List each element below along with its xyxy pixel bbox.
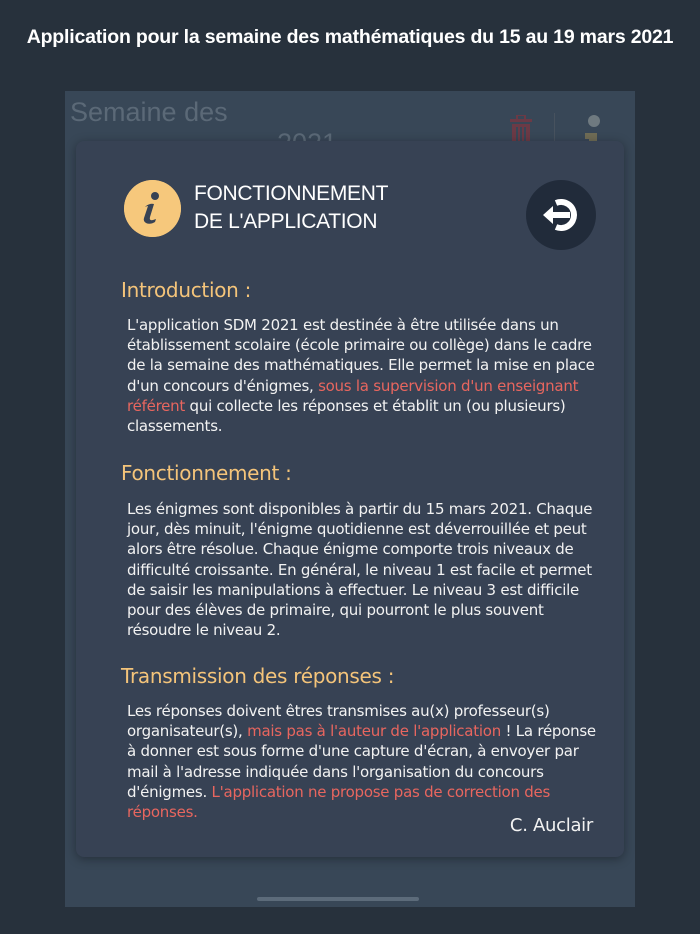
bg-title-line1: Semaine des — [70, 97, 228, 127]
section-heading-fonctionnement: Fonctionnement : — [121, 461, 292, 485]
fonctionnement-text: Les énigmes sont disponibles à partir du 15 mars 2021. Chaque jour, dès minuit, l'énigme quotidienne est déverrouillée et peut alors être résolue. Chaque énigme comporte trois niveaux de difficulté croissante. En général, le niveau 1 est facile et permet de saisir les manipulations à effectuer. Le niveau 3 est difficile pour des élèves de primaire, qui pourront le plus souvent résoudre le niveau 2. — [127, 500, 593, 640]
background-app-title — [70, 96, 370, 128]
intro-text-2: qui collecte les réponses et établit un (ou plusieurs) classements. — [127, 396, 566, 436]
section-heading-introduction: Introduction : — [121, 278, 252, 302]
home-indicator — [257, 897, 419, 901]
intro-highlight: sous la supervision d'un enseignant référent — [127, 376, 579, 415]
exit-arrow-icon — [526, 180, 596, 250]
close-button[interactable] — [526, 180, 596, 250]
section-text-fonctionnement — [127, 499, 607, 640]
section-text-introduction — [127, 315, 607, 436]
info-modal — [76, 141, 624, 857]
modal-title — [194, 180, 388, 236]
page-caption: Application pour la semaine des mathématiques du 15 au 19 mars 2021 — [26, 26, 674, 48]
intro-text-1: L'application SDM 2021 est destinée à être utilisée dans un établissement scolaire (école primaire ou collège) dans le cadre de la semaine des mathématiques. Elle permet la mise en place d'un concours d'énigmes, — [127, 316, 595, 395]
transmission-highlight-2: L'application ne propose pas de correction des réponses. — [127, 782, 551, 822]
signature: C. Auclair — [509, 815, 593, 836]
section-text-transmission — [127, 701, 607, 822]
modal-title-line2: DE L'APPLICATION — [194, 210, 378, 233]
transmission-text-1: Les réponses doivent êtres transmises au(x) professeur(s) organisateur(s), — [127, 702, 550, 741]
transmission-highlight-1: mais pas à l'auteur de l'application — [247, 722, 501, 741]
transmission-text-2: ! La réponse à donner est sous forme d'une capture d'écran, à envoyer par mail à l'adresse indiquée dans l'organisation du concours d'énigmes. — [127, 722, 596, 801]
info-icon — [124, 180, 181, 237]
modal-title-line1: FONCTIONNEMENT — [194, 182, 389, 205]
section-heading-transmission: Transmission des réponses : — [121, 664, 395, 688]
